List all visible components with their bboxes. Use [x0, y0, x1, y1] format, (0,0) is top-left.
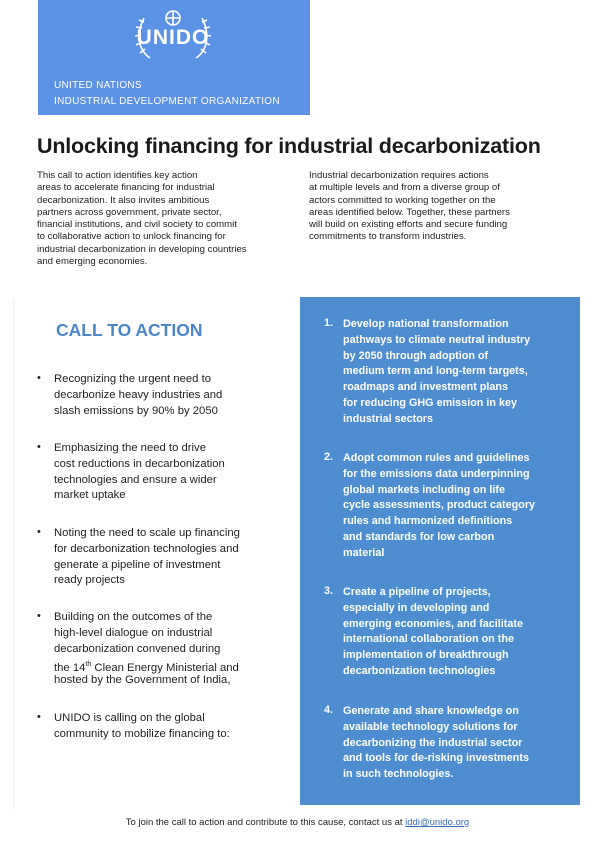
action-line: pathways to climate neutral industry [343, 333, 531, 346]
action-line: medium term and long-term targets, [343, 365, 528, 378]
org-name-line2: INDUSTRIAL DEVELOPMENT ORGANIZATION [54, 96, 280, 107]
bullet-dot-icon: • [37, 711, 41, 723]
action-line: in such technologies. [343, 768, 454, 781]
action-line: cycle assessments, product category [343, 499, 536, 512]
action-line: by 2050 through adoption of [343, 349, 489, 362]
bullet-line: slash emissions by 90% by 2050 [54, 404, 218, 417]
action-line: industrial sectors [343, 412, 434, 425]
intro-right-line: at multiple levels and from a diverse group of [309, 182, 500, 194]
intro-left-line: decarbonization. It also invites ambitious [37, 194, 210, 206]
action-number: 2. [324, 451, 334, 463]
page-title: Unlocking financing for industrial decarbonization [37, 134, 541, 158]
action-line: available technology solutions for [343, 720, 518, 733]
bullet-line: the 14th Clean Energy Ministerial and [54, 661, 239, 675]
bullet-line: decarbonization convened during [54, 642, 221, 655]
bullet-line: decarbonize heavy industries and [54, 388, 223, 401]
action-line: for the emissions data underpinning [343, 467, 530, 480]
bullet-line: market uptake [54, 489, 126, 502]
action-number: 3. [324, 585, 334, 597]
action-line: roadmaps and investment plans [343, 381, 508, 394]
bullet-dot-icon: • [37, 441, 41, 453]
action-line: Develop national transformation [343, 318, 509, 330]
org-name-line1: UNITED NATIONS [54, 80, 142, 91]
action-line: global markets including on life [343, 483, 505, 496]
page-edge-decoration [13, 300, 14, 810]
intro-left-line: areas to accelerate financing for industrial [37, 182, 215, 194]
intro-right-line: Industrial decarbonization requires actions [309, 170, 489, 181]
intro-right-line: commitments to transform industries. [309, 231, 467, 243]
bullet-line: community to mobilize financing to: [54, 727, 230, 740]
bullet-line: Emphasizing the need to drive [54, 442, 206, 454]
action-line: rules and harmonized definitions [343, 515, 513, 528]
bullet-line: cost reductions in decarbonization [54, 457, 225, 470]
bullet-dot-icon: • [37, 372, 41, 384]
logo-text: UNIDO [136, 26, 210, 49]
bullet-dot-icon: • [37, 610, 41, 622]
intro-left-line: partners across government, private sector, [37, 206, 222, 218]
cta-heading: CALL TO ACTION [56, 320, 203, 340]
intro-left-line: industrial decarbonization in developing countries [37, 243, 247, 255]
intro-left-line: This call to action identifies key action [37, 170, 198, 181]
bullet-dot-icon: • [37, 526, 41, 538]
intro-left-line: and emerging economies. [37, 256, 148, 268]
action-number: 4. [324, 704, 334, 716]
footer-contact [0, 817, 595, 828]
intro-right-line: actors committed to working together on the [309, 194, 496, 206]
actions-panel [300, 297, 580, 805]
bullet-line: technologies and ensure a wider [54, 473, 217, 486]
bullet-line: high-level dialogue on industrial [54, 626, 213, 639]
action-line: decarbonization technologies [343, 665, 496, 677]
footer-text: To join the call to action and contribute to this cause, contact us at [125, 817, 403, 828]
action-line: and standards for low carbon [343, 531, 495, 543]
action-number: 1. [324, 317, 334, 329]
action-line: material [343, 546, 385, 559]
action-line: Generate and share knowledge on [343, 705, 519, 717]
unido-logo [128, 8, 218, 66]
bullet-line: UNIDO is calling on the global [54, 712, 205, 724]
bullet-line: generate a pipeline of investment [54, 558, 221, 571]
action-line: and tools for de-risking investments [343, 752, 529, 765]
bullet-line: Recognizing the urgent need to [54, 373, 212, 385]
intro-right-paragraph [309, 170, 564, 244]
bullet-line: hosted by the Government of India, [54, 674, 231, 687]
header-banner [38, 0, 310, 115]
intro-left-paragraph [37, 170, 292, 268]
action-line: especially in developing and [343, 601, 490, 614]
action-line: for reducing GHG emission in key [343, 397, 517, 409]
contact-email-link[interactable]: iddi@unido.org [405, 817, 470, 828]
action-line: decarbonizing the industrial sector [343, 736, 523, 749]
bullet-line: Noting the need to scale up financing [54, 527, 240, 539]
intro-right-line: will build on existing efforts and secure funding [309, 219, 508, 231]
intro-left-line: to collaborative action to unlock financing for [37, 231, 226, 243]
action-line: Create a pipeline of projects, [343, 586, 491, 598]
intro-left-line: financial institutions, and civil society to commit [37, 219, 237, 231]
action-line: implementation of breakthrough [343, 649, 509, 662]
intro-right-line: areas identified below. Together, these partners [309, 206, 510, 218]
action-line: international collaboration on the [343, 633, 514, 646]
action-line: emerging economies, and facilitate [343, 617, 523, 630]
bullet-line: ready projects [54, 574, 125, 587]
bullet-line: for decarbonization technologies and [54, 542, 239, 555]
bullet-line: Building on the outcomes of the [54, 611, 213, 623]
action-line: Adopt common rules and guidelines [343, 452, 530, 464]
